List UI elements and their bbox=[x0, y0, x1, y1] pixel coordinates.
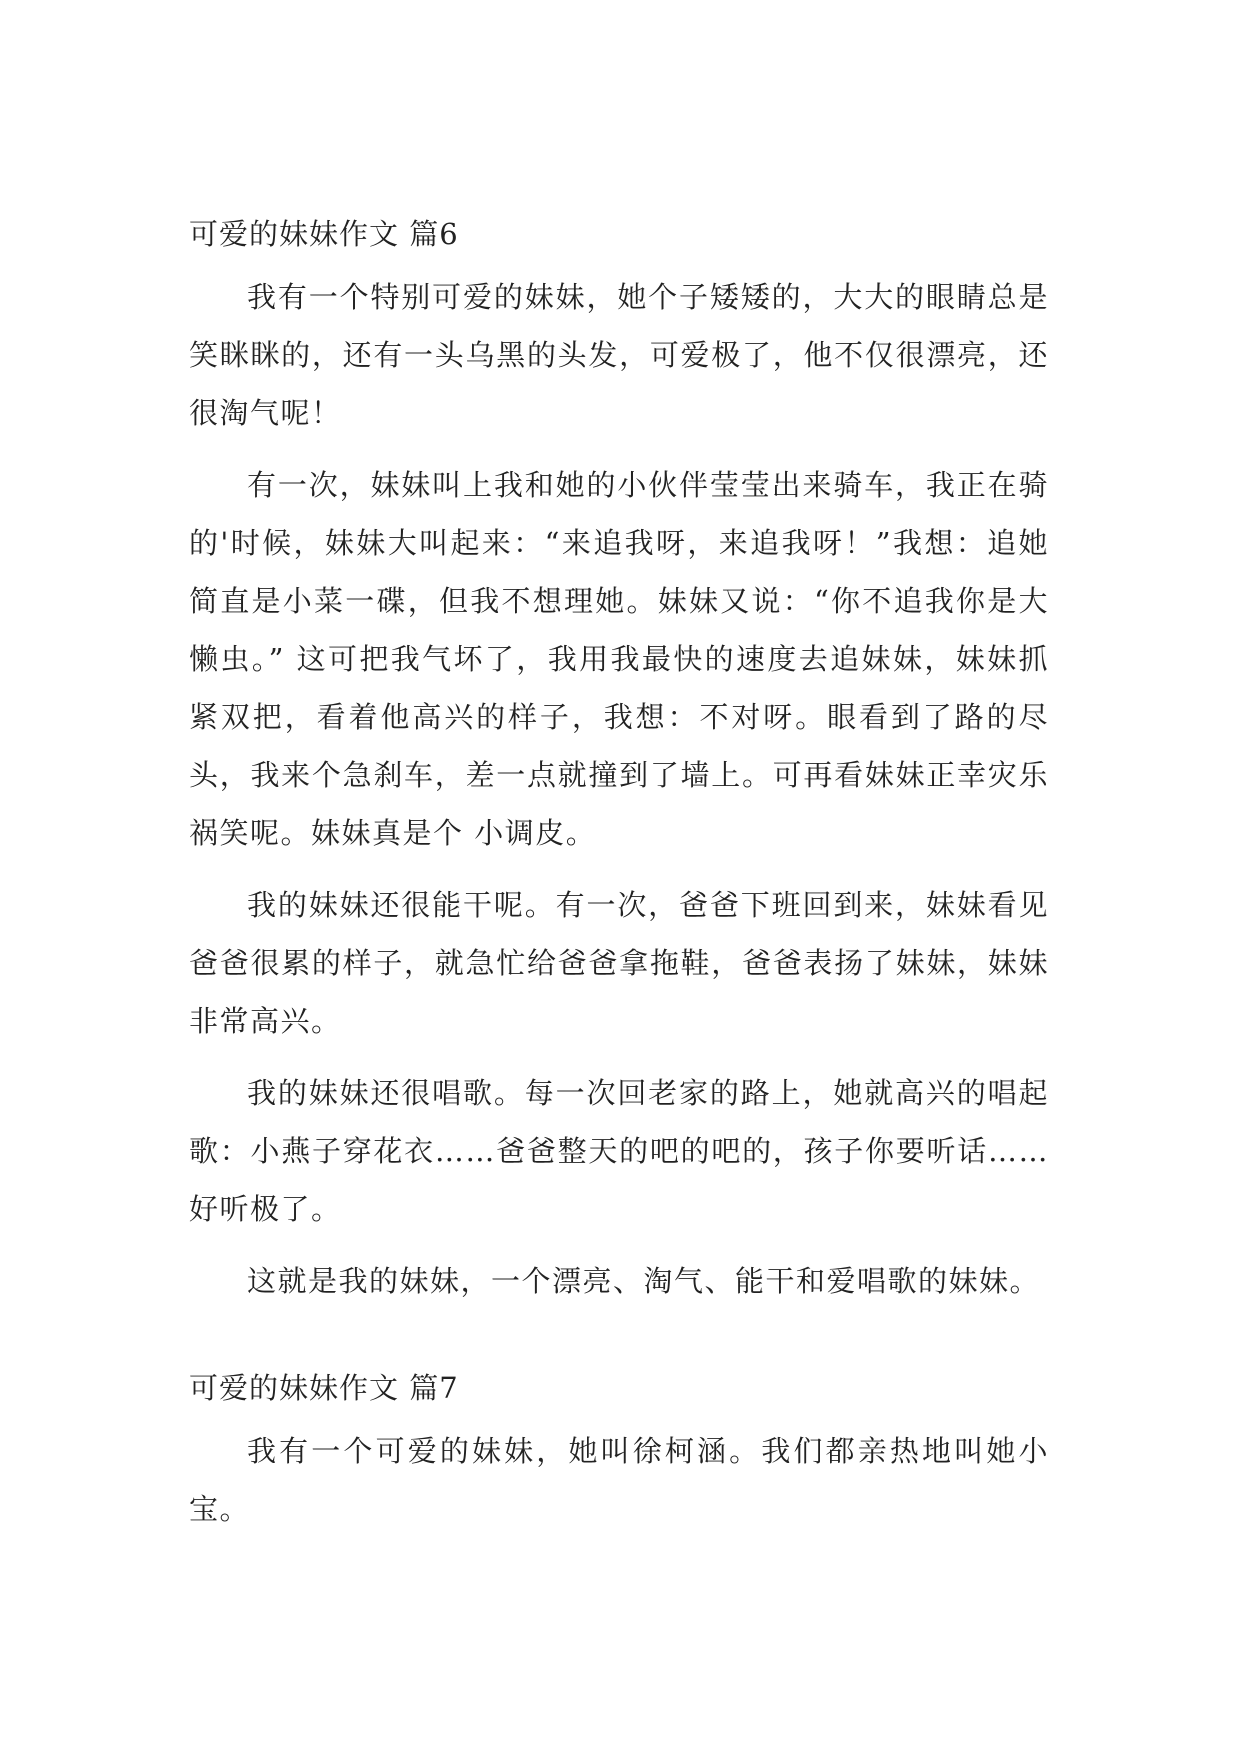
article-title: 可爱的妹妹作文 篇7 bbox=[189, 1371, 459, 1405]
article-title: 可爱的妹妹作文 篇6 bbox=[189, 217, 459, 251]
article-separator bbox=[189, 1310, 1049, 1368]
article-7 bbox=[189, 1368, 1049, 1538]
paragraph: 这就是我的妹妹，一个漂亮、淘气、能干和爱唱歌的妹妹。 bbox=[247, 1264, 1041, 1298]
paragraph: 我的妹妹还很能干呢。有一次，爸爸下班回到来，妹妹看见爸爸很累的样子，就急忙给爸爸拿拖鞋，爸爸表扬了妹妹，妹妹非常高兴。 bbox=[189, 888, 1049, 1038]
article-6 bbox=[189, 214, 1049, 1310]
paragraph: 我的妹妹还很唱歌。每一次回老家的路上，她就高兴的唱起歌：小燕子穿花衣……爸爸整天的吧的吧的，孩子你要听话……好听极了。 bbox=[189, 1076, 1049, 1226]
paragraph: 我有一个可爱的妹妹，她叫徐柯涵。我们都亲热地叫她小宝。 bbox=[189, 1434, 1049, 1526]
paragraph: 我有一个特别可爱的妹妹，她个子矮矮的，大大的眼睛总是笑眯眯的，还有一头乌黑的头发，可爱极了，他不仅很漂亮，还很淘气呢！ bbox=[189, 280, 1049, 430]
document-page bbox=[189, 214, 1049, 1538]
paragraph: 有一次，妹妹叫上我和她的小伙伴莹莹出来骑车，我正在骑的'时候，妹妹大叫起来：“来追我呀，来追我呀！”我想：追她简直是小菜一碟，但我不想理她。妹妹又说：“你不追我你是大懒虫。” 这可把我气坏了，我用我最快的速度去追妹妹，妹妹抓紧双把，看着他高兴的样子，我想：不对呀。眼看到了路的尽头，我来个急刹车，差一点就撞到了墙上。可再看妹妹正幸灾乐祸笑呢。妹妹真是个 小调皮。 bbox=[189, 468, 1049, 850]
